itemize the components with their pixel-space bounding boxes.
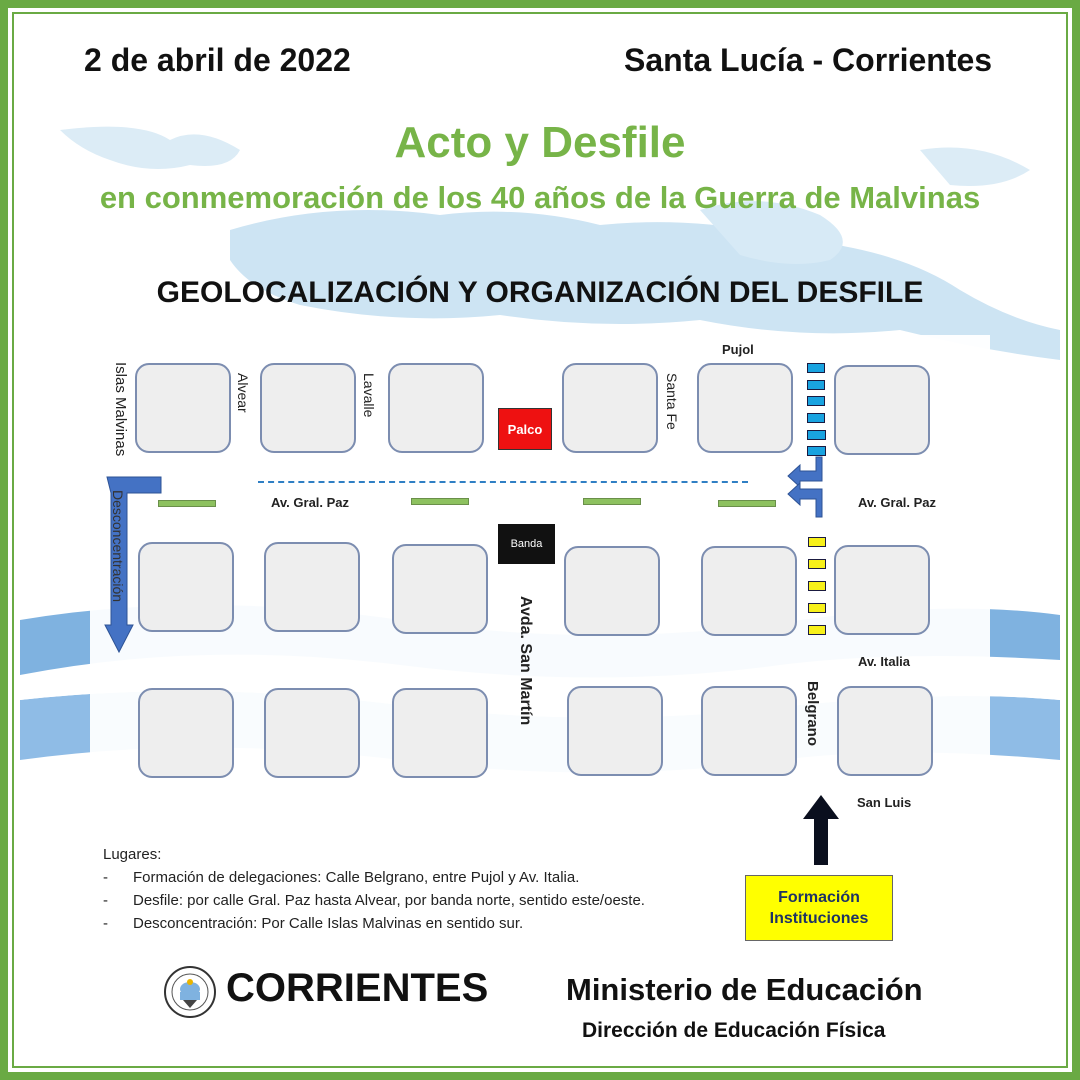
street-label-pujol: Pujol bbox=[722, 342, 754, 357]
street-label-santa-fe: Santa Fe bbox=[664, 373, 680, 430]
street-label-italia: Av. Italia bbox=[858, 654, 911, 669]
map-block bbox=[264, 542, 360, 632]
formacion-arrow bbox=[801, 793, 841, 867]
institution-marker bbox=[808, 581, 826, 591]
street-label-alvear: Alvear bbox=[235, 373, 251, 413]
note-item: - Desconcentración: Por Calle Islas Malvinas en sentido sur. bbox=[103, 915, 524, 932]
map-block bbox=[392, 544, 488, 634]
map-block bbox=[138, 688, 234, 778]
map-block bbox=[701, 686, 797, 776]
map-block bbox=[392, 688, 488, 778]
street-label-islas-malvinas: Islas Malvinas bbox=[112, 362, 129, 457]
institution-marker bbox=[808, 603, 826, 613]
delegation-marker bbox=[807, 430, 826, 440]
map-block bbox=[388, 363, 484, 453]
street-label-lavalle: Lavalle bbox=[361, 373, 377, 418]
institution-marker bbox=[808, 559, 826, 569]
street-label-gral-paz-left: Av. Gral. Paz bbox=[271, 495, 350, 510]
map-block bbox=[562, 363, 658, 453]
provincial-seal-icon bbox=[163, 965, 217, 1019]
brand-corrientes: CORRIENTES bbox=[226, 966, 489, 1010]
map-block bbox=[697, 363, 793, 453]
street-label-belgrano: Belgrano bbox=[804, 681, 821, 747]
map-block bbox=[837, 686, 933, 776]
formacion-line-2: Instituciones bbox=[769, 910, 869, 927]
note-text: Desfile: por calle Gral. Paz hasta Alvear, por banda norte, sentido este/oeste. bbox=[133, 892, 645, 909]
delegation-marker bbox=[807, 396, 825, 406]
map-block bbox=[567, 686, 663, 776]
delegation-marker bbox=[807, 363, 825, 373]
formacion-instituciones-box bbox=[745, 875, 893, 941]
delegation-marker bbox=[807, 380, 825, 390]
notes-title: Lugares: bbox=[103, 846, 162, 863]
event-title: Acto y Desfile bbox=[394, 118, 686, 167]
event-place: Santa Lucía - Corrientes bbox=[624, 42, 993, 78]
map-block bbox=[834, 365, 930, 455]
street-label-gral-paz-right: Av. Gral. Paz bbox=[858, 495, 937, 510]
event-date: 2 de abril de 2022 bbox=[84, 42, 351, 78]
note-text: Formación de delegaciones: Calle Belgrano, entre Pujol y Av. Italia. bbox=[133, 869, 580, 886]
desconcentracion-label: Desconcentración bbox=[110, 490, 126, 603]
delegation-marker bbox=[807, 413, 825, 423]
street-label-san-martin: Avda. San Martín bbox=[517, 596, 534, 726]
notes-section bbox=[103, 843, 645, 935]
route-turn-arrows bbox=[780, 455, 830, 520]
map-block bbox=[135, 363, 231, 453]
map-block bbox=[834, 545, 930, 635]
map-block bbox=[264, 688, 360, 778]
map-block bbox=[564, 546, 660, 636]
note-item: - Desfile: por calle Gral. Paz hasta Alvear, por banda norte, sentido este/oeste. bbox=[103, 892, 645, 909]
parade-route-line bbox=[258, 481, 748, 483]
median-bar bbox=[411, 498, 469, 505]
median-bar bbox=[158, 500, 216, 507]
formacion-line-1: Formación bbox=[778, 889, 860, 906]
note-item: - Formación de delegaciones: Calle Belgrano, entre Pujol y Av. Italia. bbox=[103, 869, 580, 886]
map-heading: GEOLOCALIZACIÓN Y ORGANIZACIÓN DEL DESFILE bbox=[156, 276, 924, 309]
ministry-name: Ministerio de Educación bbox=[566, 972, 923, 1007]
note-text: Desconcentración: Por Calle Islas Malvinas en sentido sur. bbox=[133, 915, 524, 932]
median-bar bbox=[583, 498, 641, 505]
map-block bbox=[701, 546, 797, 636]
direction-name: Dirección de Educación Física bbox=[582, 1019, 886, 1042]
palco-marker: Palco bbox=[498, 408, 552, 450]
institution-marker bbox=[808, 537, 826, 547]
street-label-san-luis: San Luis bbox=[857, 795, 912, 810]
map-block bbox=[260, 363, 356, 453]
banda-marker: Banda bbox=[498, 524, 555, 564]
median-bar bbox=[718, 500, 776, 507]
event-subtitle: en conmemoración de los 40 años de la Guerra de Malvinas bbox=[99, 180, 981, 215]
institution-marker bbox=[808, 625, 826, 635]
